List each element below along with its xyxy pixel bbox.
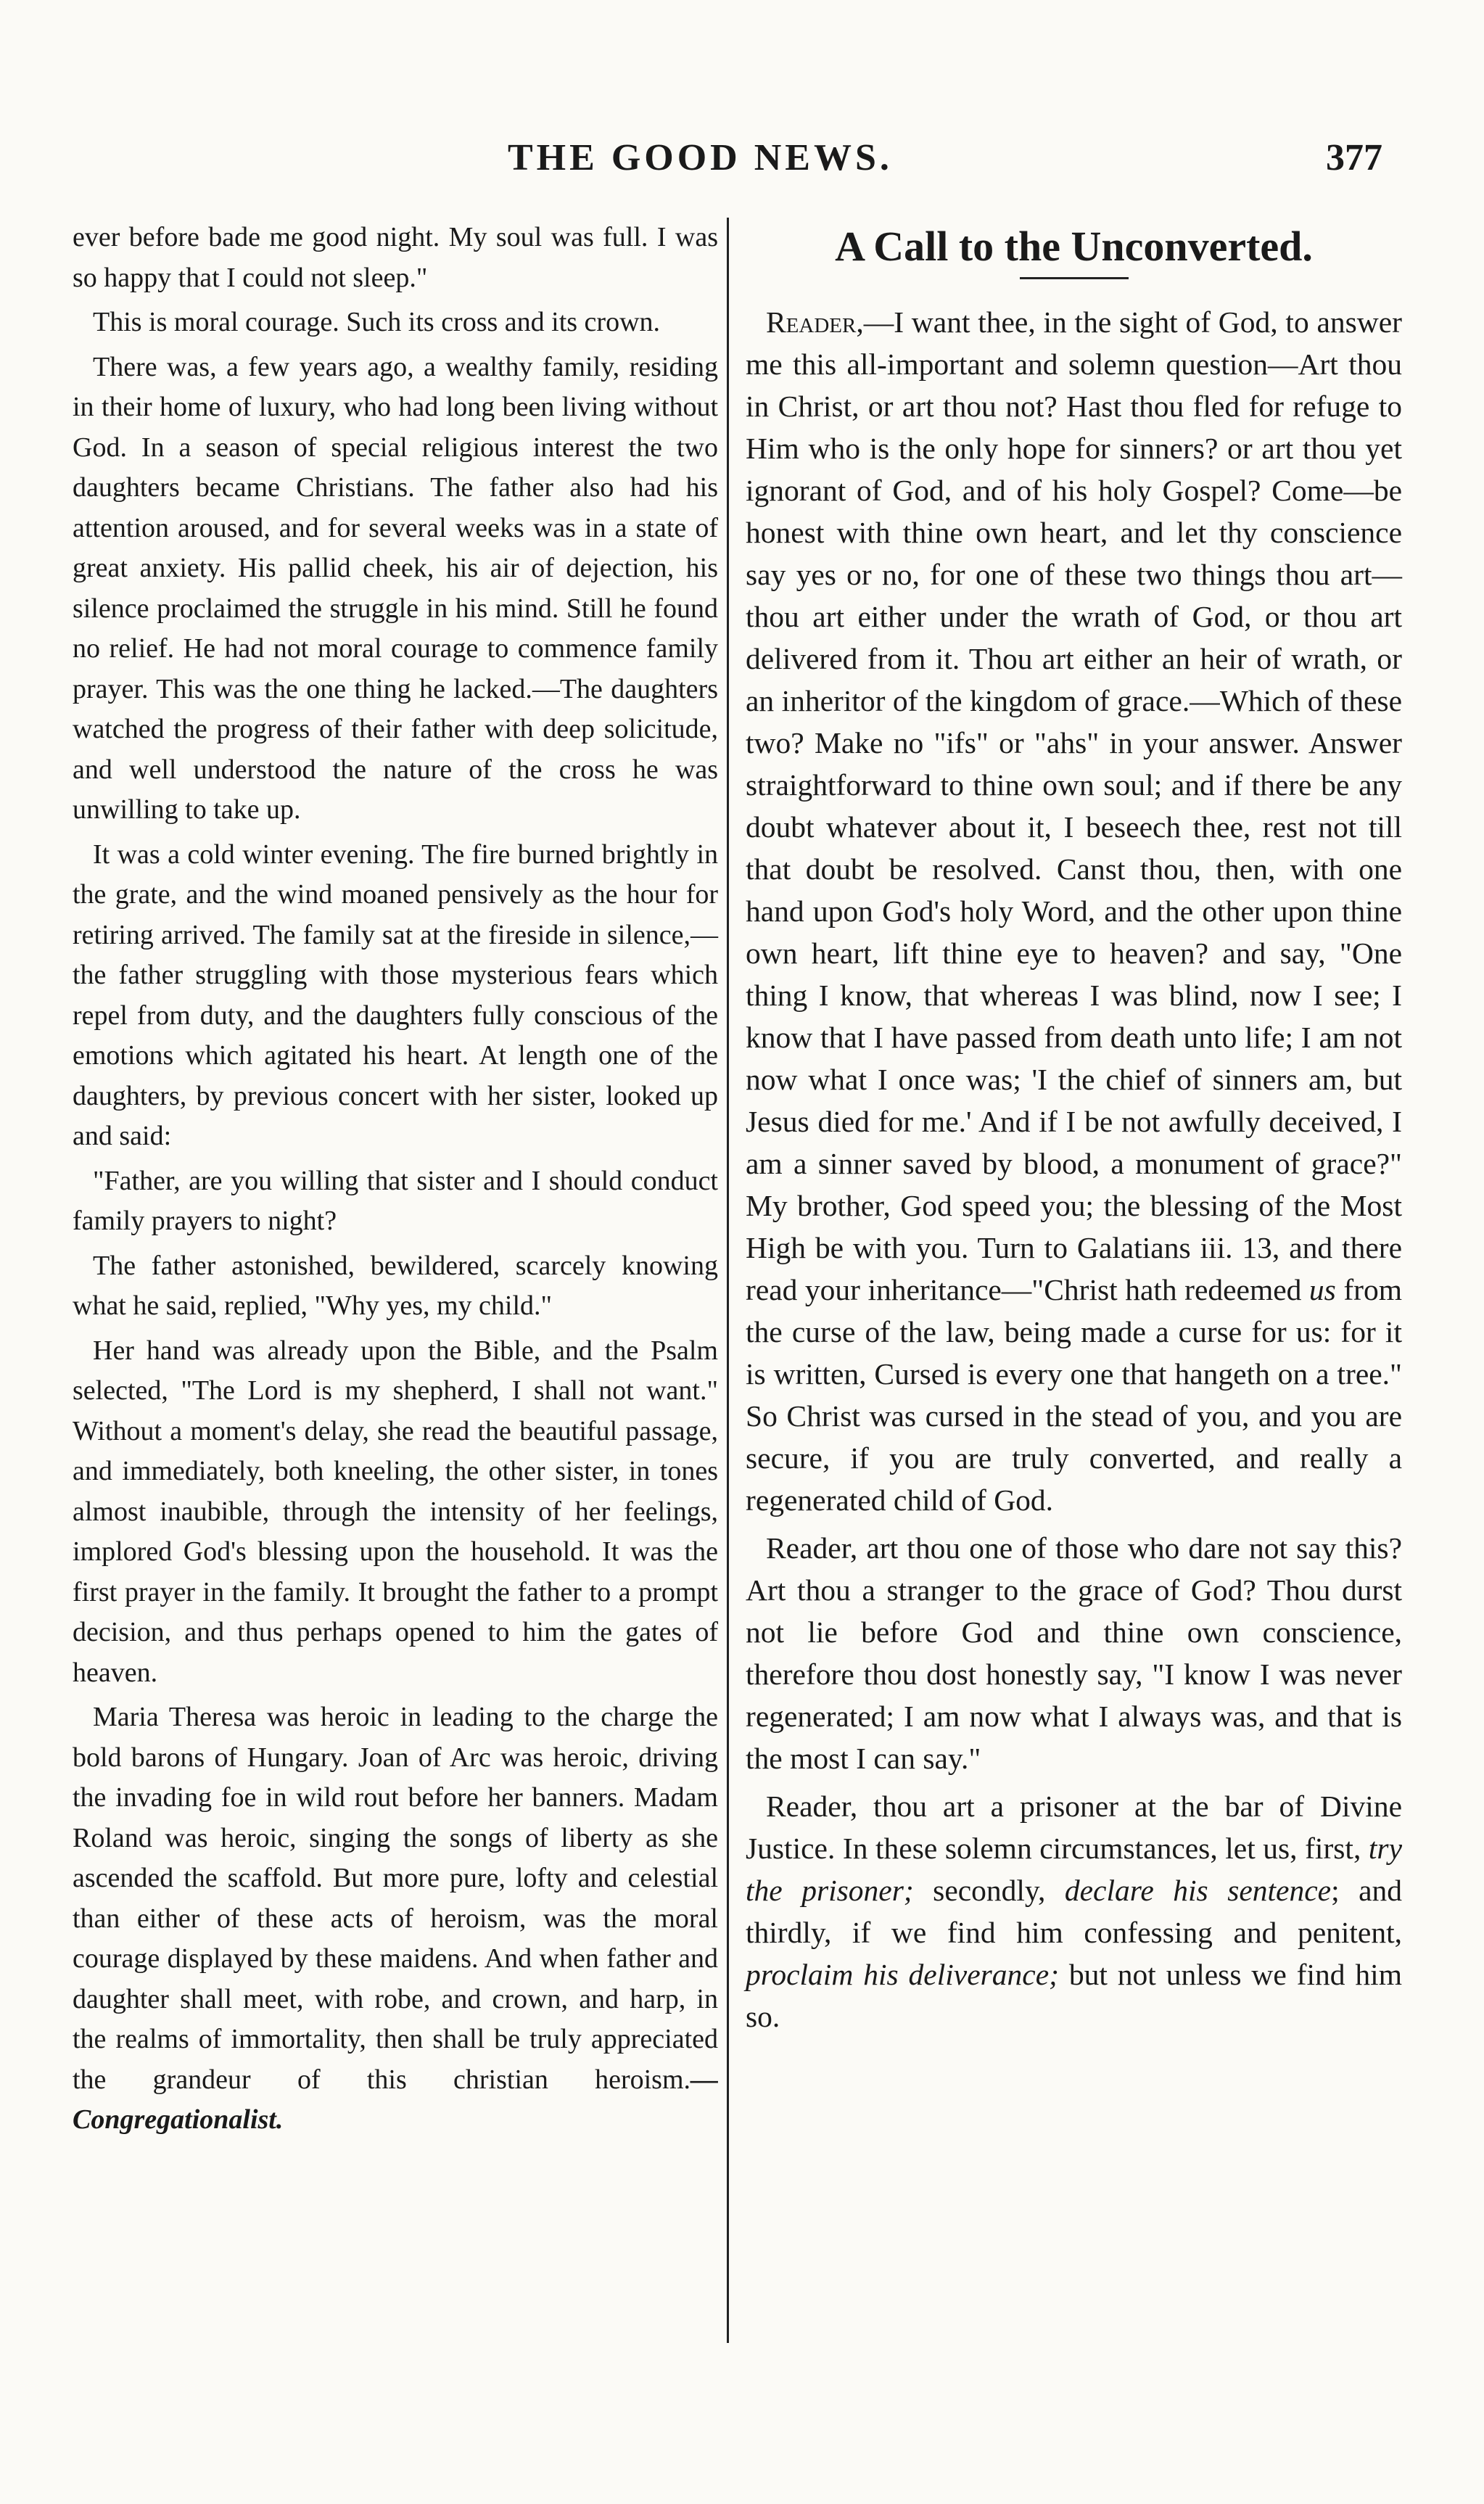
paragraph: There was, a few years ago, a wealthy family, residing in their home of luxury, who had long been living without God. In a season of special religious interest the two daughters became Christians. The father also had his attention aroused, and for several weeks was in a state of great anxiety. His pallid cheek, his air of dejection, his silence proclaimed the struggle in his mind. Still he found no relief. He had not moral courage to commence family prayer. This was the one thing he lacked.—The daughters watched the progress of their father with deep solicitude, and well understood the nature of the cross he was unwilling to take up.	[73, 351, 718, 825]
column-divider	[727, 218, 729, 2343]
right-column	[746, 218, 1402, 2043]
page-number: 377	[1326, 137, 1382, 178]
paragraph	[746, 1785, 1402, 2038]
paragraph: It was a cold winter evening. The fire burned brightly in the grate, and the wind moaned pensively as the hour for retiring arrived. The family sat at the fireside in silence,—the father struggling with those mysterious fears which repel from duty, and the daughters fully conscious of the emotions which agitated his heart. At length one of the daughters, by previous concert with her sister, looked up and said:	[73, 839, 718, 1151]
paragraph-text: —I want thee, in the sight of God, to answer me this all-important and solemn question—Art thou in Christ, or art thou not? Hast thou fled for refuge to Him who is the only hope for sinners? or art thou yet ignorant of God, and of his holy Gospel? Come—be honest with thine own heart, and let thy conscience say yes or no, for one of these two things thou art—thou art either under the wrath of God, or thou art delivered from it. Thou art either an heir of wrath, or an inheritor of the kingdom of grace.—Which of these two? Make no "ifs" or "ahs" in your answer. Answer straightforward to thine own soul; and if there be any doubt whatever about it, I beseech thee, rest not till that doubt be resolved. Canst thou, then, with one hand upon God's holy Word, and the other upon thine own heart, lift thine eye to heaven? and say, "One thing I know, that whereas I was blind, now I see; I know that I have passed from death unto life; I am not now what I once was; 'I the chief of sinners am, but Jesus died for me.' And if I be not awfully deceived, I am a sinner saved by blood, a monument of grace?" My brother, God speed you; the blessing of the Most High be with you. Turn to Galatians iii. 13, and there read your inheritance—"Christ hath redeemed	[746, 305, 1402, 1306]
page-header	[0, 136, 1484, 194]
paragraph: Her hand was already upon the Bible, and the Psalm selected, "The Lord is my shepherd, I shall not want." Without a moment's delay, she read the beautiful passage, and immediately, both kneeling, the other sister, in tones almost inaubible, through the intensity of her feelings, implored God's blessing upon the household. It was the first prayer in the family. It brought the father to a prompt decision, and thus perhaps opened to him the gates of heaven.	[73, 1335, 718, 1688]
reader-word: Reader,	[766, 305, 864, 339]
emphasis-declare: declare his sentence	[1064, 1874, 1332, 1907]
paragraph	[746, 301, 1402, 1521]
running-title: THE GOOD NEWS.	[508, 137, 893, 178]
paragraph: Reader, art thou one of those who dare not say this? Art thou a stranger to the grace of God? Thou durst not lie before God and thine own conscience, therefore thou dost honestly say, "I know I was never regenerated; I am now what I always was, and that is the most I can say."	[746, 1531, 1402, 1775]
paragraph: The father astonished, bewildered, scarcely knowing what he said, replied, "Why yes, my child."	[73, 1250, 718, 1321]
emphasis-proclaim: proclaim his deliverance;	[746, 1958, 1059, 1991]
paragraph-with-attribution	[73, 1697, 718, 2141]
article-title: A Call to the Unconverted.	[835, 223, 1313, 270]
paragraph: This is moral courage. Such its cross and its crown.	[93, 307, 661, 337]
left-column	[73, 218, 718, 2145]
title-rule	[1020, 277, 1129, 279]
attribution: —Congregationalist.	[73, 2064, 718, 2135]
paragraph-text-end: from the curse of the law, being made a curse for us: for it is written, Cursed is every one that hangeth on a tree." So Christ was cursed in the stead of you, and you are secure, if you are truly converted, and really a regenerated child of God.	[746, 1273, 1402, 1517]
paragraph-text: secondly,	[913, 1874, 1065, 1907]
paragraph-text: but not unless we find him so.	[746, 1958, 1402, 2033]
paragraph-text: Maria Theresa was heroic in leading to the charge the bold barons of Hungary. Joan of Arc was heroic, driving the invading foe in wild rout before her banners. Madam Roland was heroic, singing the songs of liberty as she ascended the scaffold. But more pure, lofty and celestial than either of these acts of heroism, was the moral courage displayed by these maidens. And when father and daughter shall meet, with robe, and crown, and harp, in the realms of immortality, then shall be truly appreciated the grandeur of this christian heroism.	[73, 1702, 718, 2095]
paragraph-text: ; and thirdly, if we find him confessing and penitent,	[746, 1874, 1403, 1949]
paragraph-text: Reader, thou art a prisoner at the bar of Divine Justice. In these solemn circumstances, let us, first,	[746, 1790, 1402, 1865]
emphasis-us: us	[1308, 1273, 1336, 1306]
emphasis-try: try the prisoner;	[746, 1832, 1402, 1907]
paragraph: "Father, are you willing that sister and I should conduct family prayers to night?	[73, 1165, 718, 1236]
paragraph: ever before bade me good night. My soul was full. I was so happy that I could not sleep."	[73, 222, 718, 293]
